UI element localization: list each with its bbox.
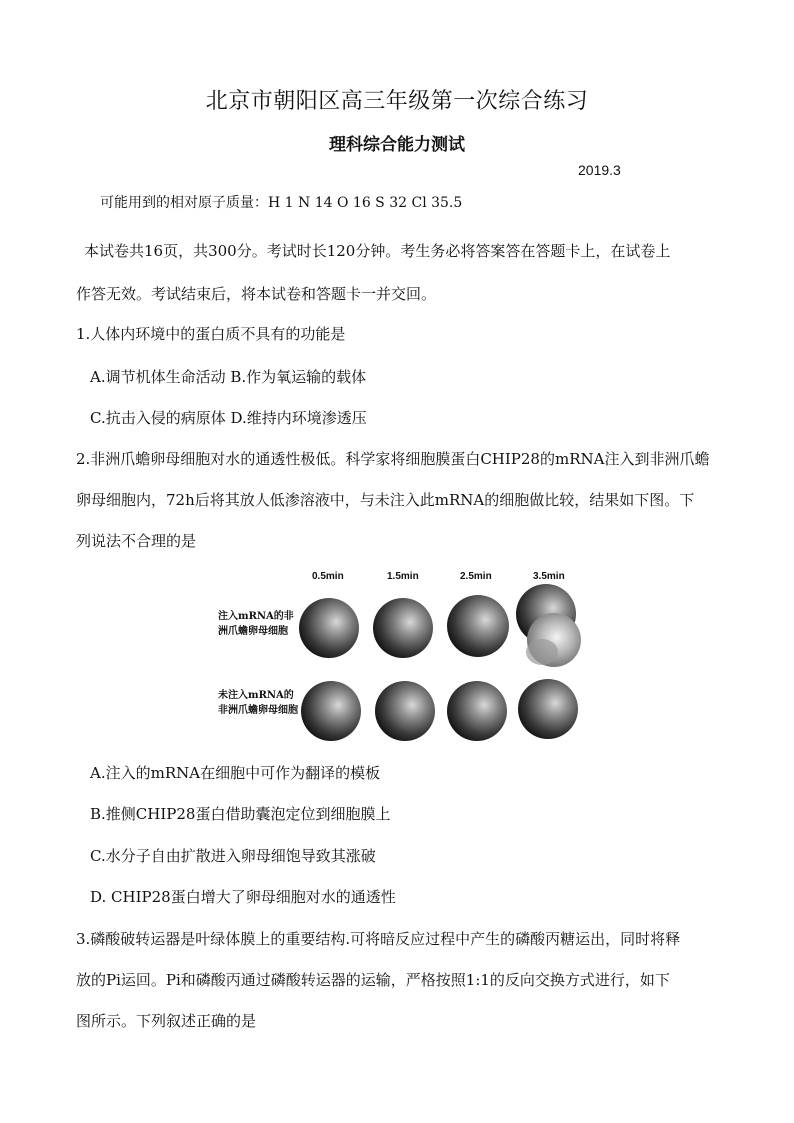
- oocyte-control-0.5min: [301, 681, 361, 741]
- q2-stem-line-1: 2.非洲爪蟾卵母细胞对水的通透性极低。科学家将细胞膜蛋白CHIP28的mRNA注入到非洲爪蟾: [76, 450, 710, 468]
- q1-options-ab: A.调节机体生命活动 B.作为氧运输的载体: [90, 368, 367, 386]
- row-label-injected: 注入mRNA的非洲爪蟾卵母细胞: [218, 611, 294, 637]
- intro-line-2: 作答无效。考试结束后，将本试卷和答题卡一并交回。: [76, 285, 437, 303]
- oocyte-control-2.5min: [447, 681, 507, 741]
- page-title: 北京市朝阳区高三年级第一次综合练习: [205, 89, 589, 114]
- oocyte-injected-1.5min: [373, 598, 433, 658]
- oocyte-injected-2.5min: [447, 595, 509, 657]
- atomic-masses: 可能用到的相对原子质量：H 1 N 14 O 16 S 32 Cl 35.5: [100, 195, 463, 211]
- q2-stem-line-2: 卵母细胞内，72h后将其放人低渗溶液中，与未注入此mRNA的细胞做比较，结果如下图。下: [76, 491, 695, 509]
- row-label-control: 未注入mRNA的非洲爪蟾卵母细胞: [218, 690, 298, 716]
- time-label-1: 1.5min: [387, 571, 419, 582]
- q2-option-b: B.推侧CHIP28蛋白借助囊泡定位到细胞膜上: [90, 805, 391, 823]
- q2-option-d: D. CHIP28蛋白增大了卵母细胞对水的通透性: [90, 888, 396, 906]
- q2-stem-line-3: 列说法不合理的是: [76, 532, 197, 550]
- oocyte-injected-3.5min-burst: [516, 584, 581, 667]
- q1-stem: 1.人体内环境中的蛋白质不具有的功能是: [76, 325, 346, 343]
- time-label-3: 3.5min: [533, 571, 565, 582]
- q2-option-a: A.注入的mRNA在细胞中可作为翻译的模板: [90, 764, 381, 782]
- oocyte-control-1.5min: [375, 681, 435, 741]
- q3-stem-line-2: 放的Pi运回。Pi和磷酸丙通过磷酸转运器的运输，严格按照1:1的反向交换方式进行，如下: [76, 971, 670, 989]
- exam-date: 2019.3: [578, 162, 621, 178]
- oocyte-control-3.5min: [518, 679, 578, 739]
- page-subtitle: 理科综合能力测试: [329, 135, 465, 155]
- oocyte-injected-0.5min: [299, 598, 359, 658]
- q2-option-c: C.水分子自由扩散进入卵母细饱导致其涨破: [90, 847, 376, 865]
- time-label-2: 2.5min: [460, 571, 492, 582]
- intro-line-1: 本试卷共16页，共300分。考试时长120分钟。考生务必将答案答在答题卡上，在试卷上: [84, 242, 671, 260]
- q1-options-cd: C.抗击入侵的病原体 D.维持内环境渗透压: [90, 409, 367, 427]
- q3-stem-line-3: 图所示。下列叙述正确的是: [76, 1012, 257, 1030]
- time-label-0: 0.5min: [312, 571, 344, 582]
- q3-stem-line-1: 3.磷酸破转运器是叶绿体膜上的重要结构.可将暗反应过程中产生的磷酸丙糖运出，同时将释: [76, 930, 681, 948]
